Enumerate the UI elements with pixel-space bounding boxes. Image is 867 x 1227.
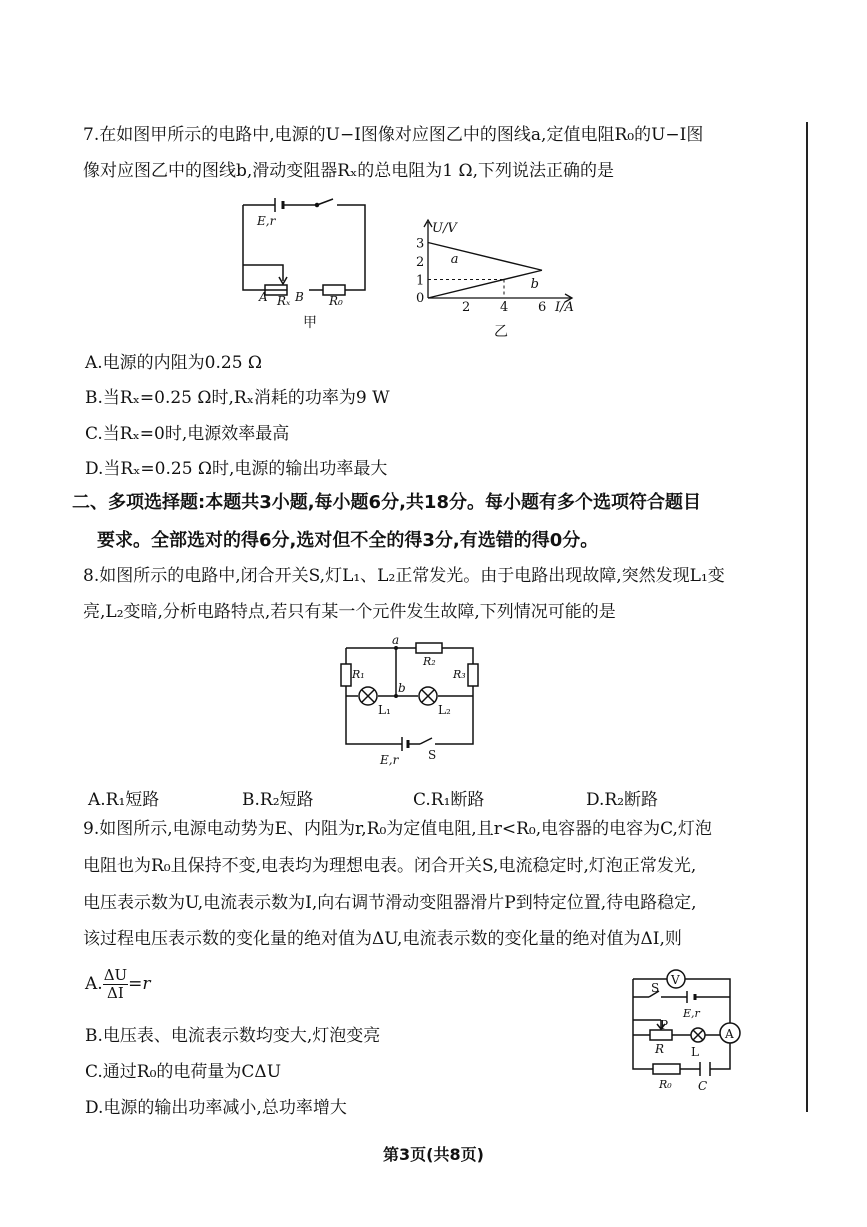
q9-option-c[interactable]: C.通过R₀的电荷量为CΔU [85,1062,282,1082]
q8-option-c[interactable]: C.R₁断路 [413,790,485,810]
q7-option-c[interactable]: C.当Rₓ=0时,电源效率最高 [85,424,290,444]
series-b-label: b [530,276,539,292]
series-a-line [428,243,542,271]
q8-switch-label: S [428,748,437,762]
q9-option-a-fraction [103,967,128,1002]
x-axis-label: I/A [555,300,574,315]
q7-jia-r0-label: R₀ [329,294,343,308]
q8-option-d[interactable]: D.R₂断路 [586,790,659,810]
q8-text-line1: 8.如图所示的电路中,闭合开关S,灯L₁、L₂正常发光。由于电路出现故障,突然发现L₁变 [83,566,725,586]
q8-r1-label: R₁ [352,668,365,681]
series-b-line [428,270,542,298]
y-tick-label: 3 [416,236,425,252]
q9-battery-label: E,r [683,1007,700,1020]
fraction-denominator: ΔI [107,983,124,1002]
q9-rheostat-label: R [655,1042,665,1056]
y-axis-label: U/V [432,221,457,236]
q8-circuit [330,632,500,772]
q9-slider-p-label: P [660,1018,669,1032]
q9-r0-label: R₀ [659,1078,672,1091]
series-a-label: a [450,251,459,267]
q8-option-a[interactable]: A.R₁短路 [88,790,160,810]
q7-chart-yi [412,218,592,343]
fraction-numerator: ΔU [103,965,128,984]
q9-lamp-label: L [691,1045,699,1059]
q7-text-line2: 像对应图乙中的图线b,滑动变阻器Rₓ的总电阻为1 Ω,下列说法正确的是 [83,161,615,181]
q8-battery-label: E,r [380,753,399,767]
origin-label: 0 [416,291,425,306]
q7-jia-caption: 甲 [303,315,317,331]
q9-text-line1: 9.如图所示,电源电动势为E、内阻为r,R₀为定值电阻,且r<R₀,电容器的电容为C,灯泡 [83,819,712,839]
q9-text-line2: 电阻也为R₀且保持不变,电表均为理想电表。闭合开关S,电流稳定时,灯泡正常发光, [83,856,697,876]
q8-r3-label: R₃ [453,668,466,681]
q8-node-b: b [398,681,406,695]
q7-yi-caption: 乙 [494,324,508,340]
q9-text-line3: 电压表示数为U,电流表示数为I,向右调节滑动变阻器滑片P到特定位置,待电路稳定, [83,893,697,913]
y-tick-label: 1 [416,273,425,289]
q8-r2-label: R₂ [423,655,436,668]
q8-node-a: a [392,633,400,647]
q8-l2-label: L₂ [438,703,451,717]
q7-jia-a-label: A [259,290,268,304]
q8-text-line2: 亮,L₂变暗,分析电路特点,若只有某一个元件发生故障,下列情况可能的是 [83,602,616,622]
q9-option-a-prefix: A. [85,974,103,994]
x-tick-label: 2 [462,300,471,315]
q8-l1-label: L₁ [378,703,391,717]
q9-option-a[interactable] [85,964,151,1004]
q9-option-d[interactable]: D.电源的输出功率减小,总功率增大 [85,1098,347,1118]
q7-jia-rx-label: Rₓ [277,294,291,308]
x-tick-label: 4 [500,300,509,315]
q8-option-b[interactable]: B.R₂短路 [242,790,314,810]
q9-option-a-rhs: =r [128,974,151,994]
q9-option-b[interactable]: B.电压表、电流表示数均变大,灯泡变亮 [85,1026,381,1046]
q9-circuit [625,965,745,1095]
ammeter-icon: A [725,1027,734,1041]
voltmeter-icon: V [671,973,680,987]
q7-option-d[interactable]: D.当Rₓ=0.25 Ω时,电源的输出功率最大 [85,459,388,479]
q7-text-line1: 7.在如图甲所示的电路中,电源的U−I图像对应图乙中的图线a,定值电阻R₀的U−I图 [83,125,704,145]
q7-jia-battery-label: E,r [257,214,276,228]
q7-circuit-jia [235,195,375,335]
margin-rule [806,122,808,1112]
q7-option-a[interactable]: A.电源的内阻为0.25 Ω [85,353,263,373]
q9-capacitor-label: C [698,1079,708,1093]
y-tick-label: 2 [416,255,425,270]
section2-heading-line2: 要求。全部选对的得6分,选对但不全的得3分,有选错的得0分。 [97,530,599,551]
x-tick-label: 6 [538,300,547,315]
q7-option-b[interactable]: B.当Rₓ=0.25 Ω时,Rₓ消耗的功率为9 W [85,388,390,408]
section2-heading-line1: 二、多项选择题:本题共3小题,每小题6分,共18分。每小题有多个选项符合题目 [72,492,701,513]
q9-text-line4: 该过程电压表示数的变化量的绝对值为ΔU,电流表示数的变化量的绝对值为ΔI,则 [83,929,682,949]
q7-jia-b-label: B [295,290,304,304]
page-footer: 第3页(共8页) [383,1145,484,1164]
q9-switch-label: S [651,981,660,995]
